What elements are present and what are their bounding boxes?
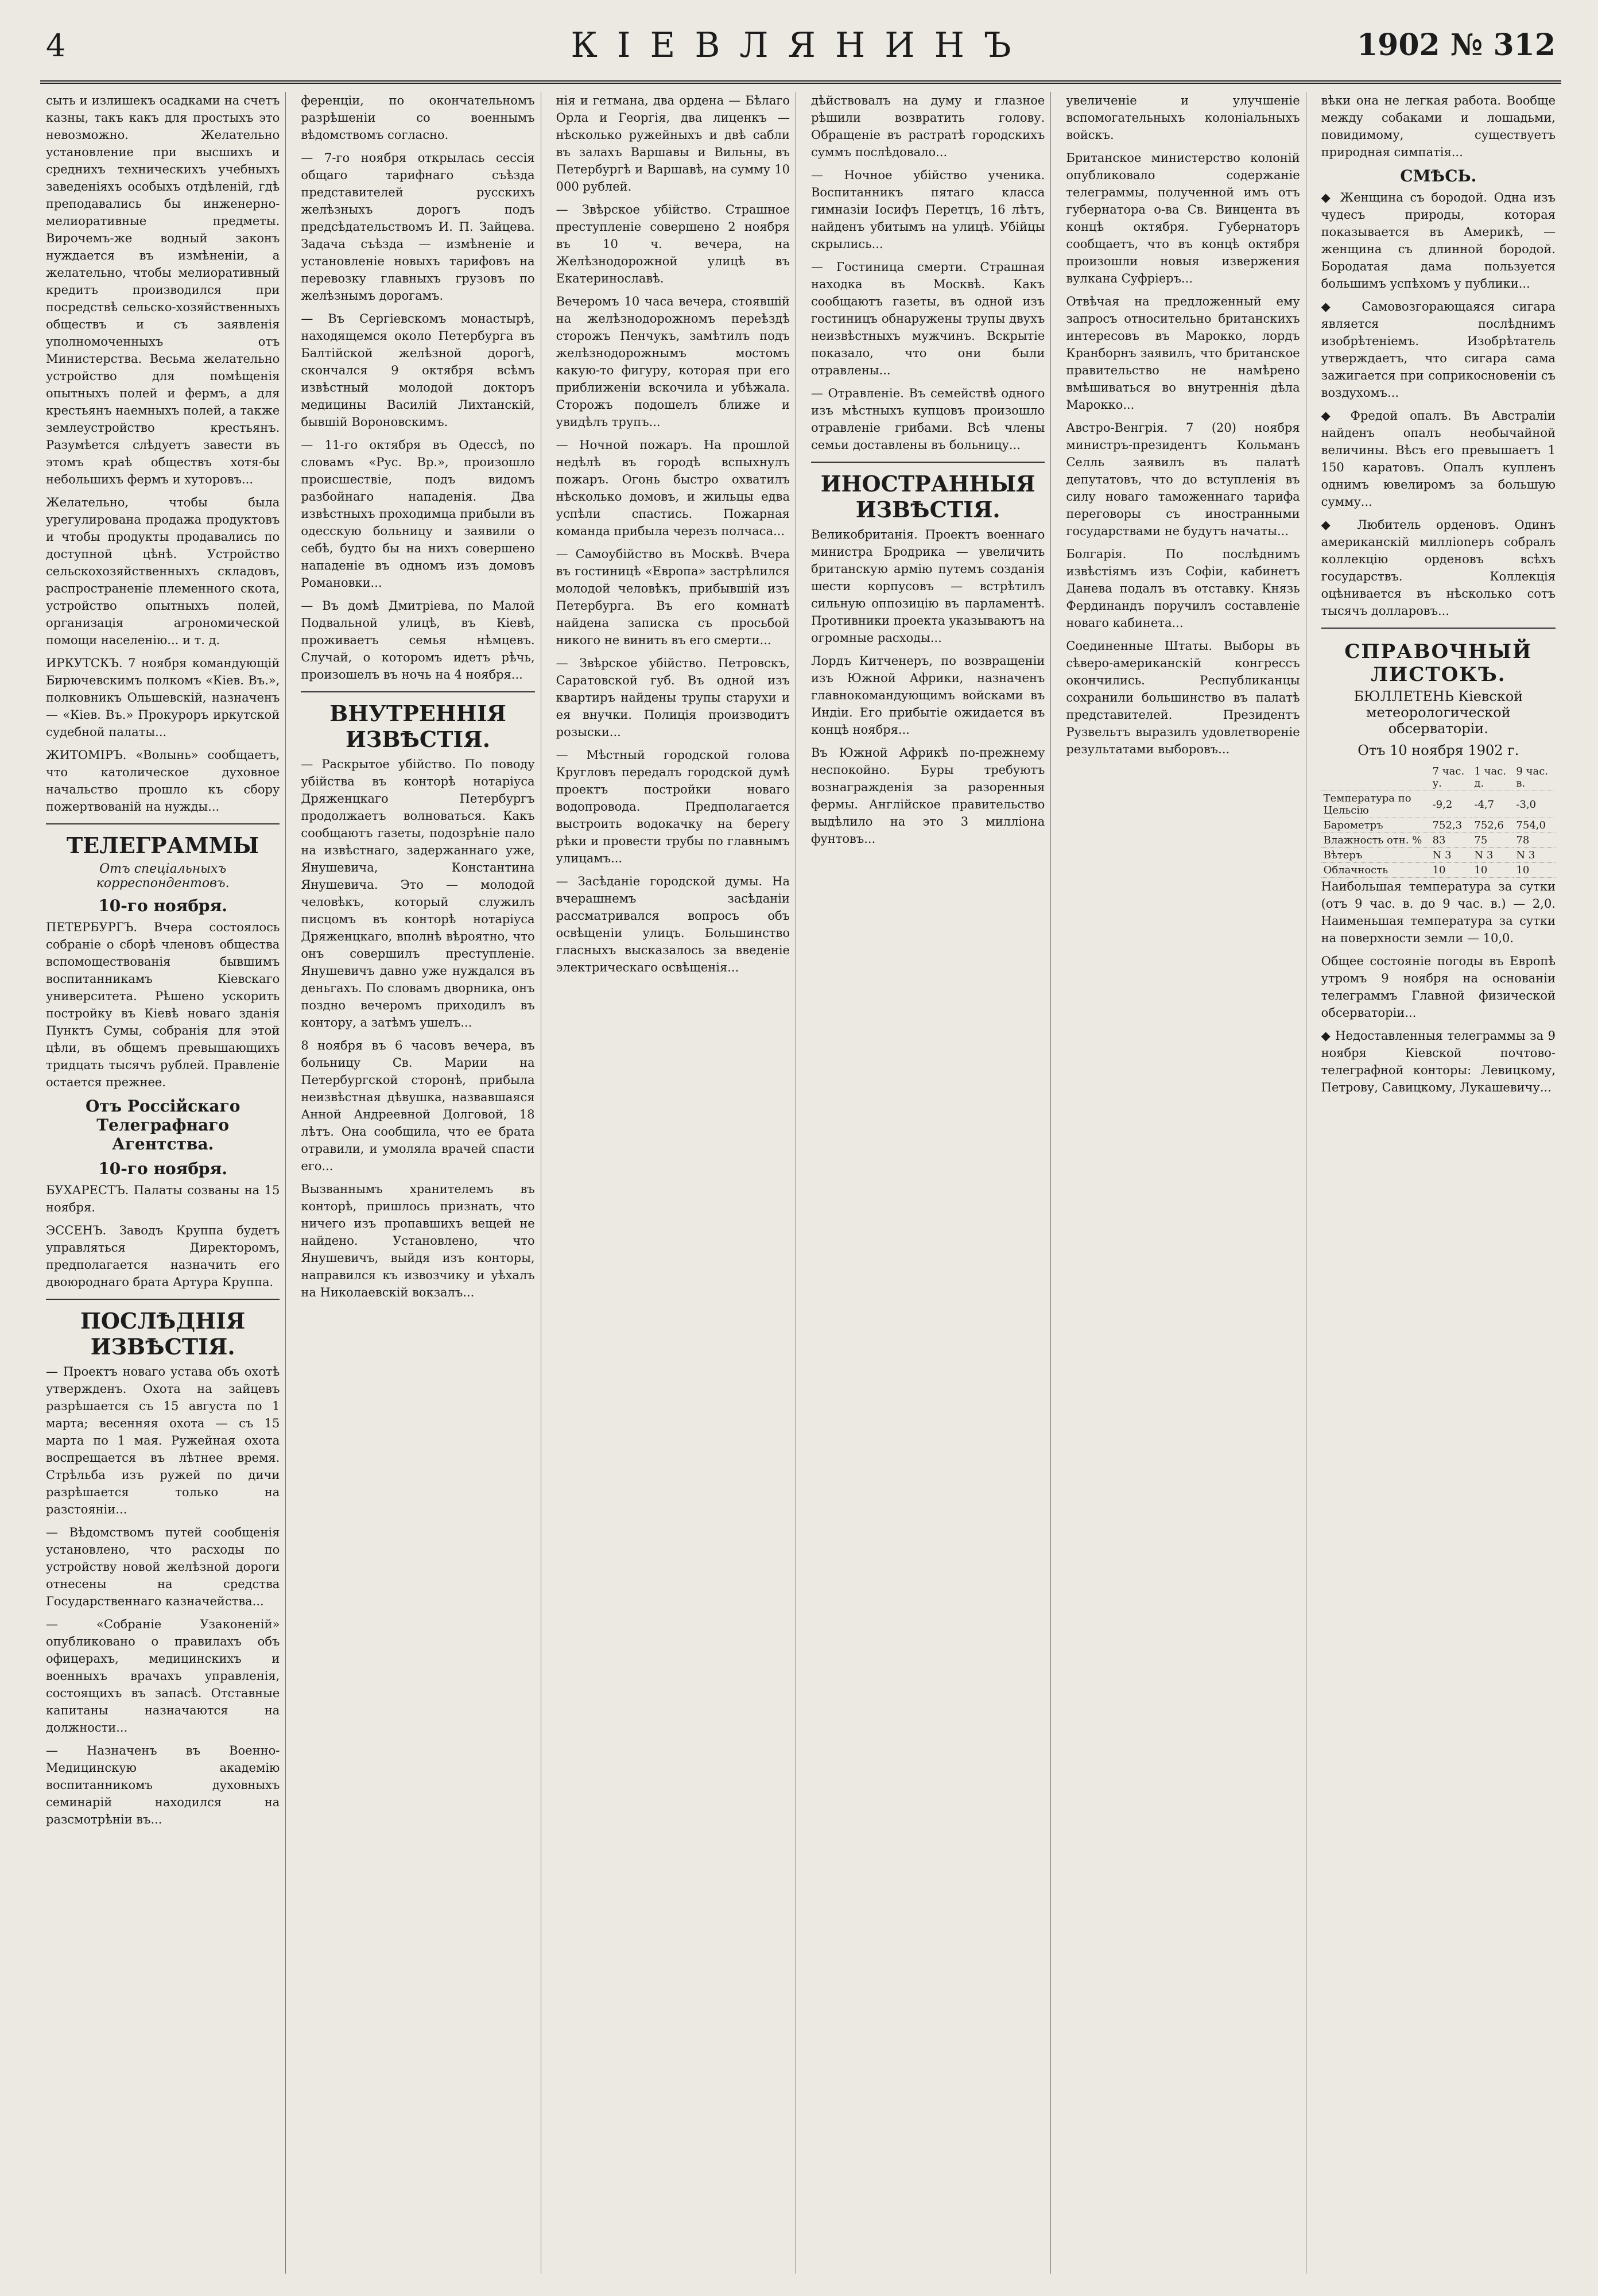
article-text: Отвѣчая на предложенный ему запросъ относительно британскихъ интересовъ въ Марокко, лордъ Кранборнъ заявилъ, что британское правительство не намѣрено вмѣшиваться во внутреннія дѣла Марокко...: [1066, 295, 1304, 412]
column-1: [40, 92, 286, 2274]
article-text: БУХАРЕСТЪ. Палаты созваны на 15 ноября.: [46, 1183, 284, 1214]
article-text: — Ночной пожаръ. На прошлой недѣлѣ въ городѣ вспыхнулъ пожаръ. Огонь быстро охватилъ нѣсколько домовъ, и жильцы едва успѣли спастись. Пожарная команда прибыла черезъ полчаса...: [556, 438, 794, 538]
page-number: 4: [46, 28, 66, 64]
reference-title: СПРАВОЧНЫЙ ЛИСТОКЪ.: [1344, 640, 1533, 686]
article-text: Вечеромъ 10 часа вечера, стоявшій на желѣзнодорожномъ переѣздѣ сторожъ Пенчукъ, замѣтилъ подъ желѣзнодорожнымъ мостомъ какую-то фигуру, которая при его приближеніи вскочила и убѣжала. Сторожъ подошелъ ближе и увидѣлъ трупъ...: [556, 295, 794, 429]
table-cell: 7 час. у.: [1430, 764, 1472, 791]
article-text: — 11-го октября въ Одессѣ, по словамъ «Рус. Вр.», произошло происшествіе, подъ видомъ разбойнаго нападенія. Два извѣстныхъ проходимца прибыли въ одесскую больницу и заявили о себѣ, будто бы на нихъ совершено нападеніе въ одномъ изъ домовъ Романовки...: [301, 438, 539, 590]
article-text: ЭССЕНЪ. Заводъ Круппа будетъ управляться Директоромъ, предполагается назначить его двоюроднаго брата Артура Круппа.: [46, 1223, 284, 1289]
article-text: — Отравленіе. Въ семействѣ одного изъ мѣстныхъ купцовъ произошло отравленіе грибами. Всѣ члены семьи доставлены въ больницу...: [811, 386, 1049, 452]
article-text: — Проектъ новаго устава объ охотѣ утвержденъ. Охота на зайцевъ разрѣшается съ 15 августа по 1 марта; весенняя охота — съ 15 марта по 1 мая. Ружейная охота воспрещается въ лѣтнее время. Стрѣльба изъ ружей по дичи разрѣшается только на разстояніи...: [46, 1365, 284, 1516]
section-heading: Отъ спеціальныхъ корреспондентовъ.: [96, 862, 230, 890]
table-row: [1321, 818, 1556, 833]
article-text: — Въ домѣ Дмитріева, по Малой Подвальной улицѣ, въ Кіевѣ, проживаетъ семья нѣмцевъ. Случай, о которомъ идетъ рѣчь, произошелъ въ ночь на 4 ноября...: [301, 599, 539, 682]
column-rule: [811, 462, 1045, 463]
article-text: увеличеніе и улучшеніе вспомогательныхъ колоніальныхъ войскъ.: [1066, 94, 1304, 142]
table-cell: 752,3: [1430, 818, 1472, 833]
table-cell: -9,2: [1430, 791, 1472, 818]
section-heading: ПОСЛѢДНІЯ ИЗВѢСТІЯ.: [80, 1308, 246, 1360]
article-text: ◆ Недоставленныя телеграммы за 9 ноября Кіевской почтово-телеграфной конторы: Левицкому, Петрову, Савицкому, Лукашевичу...: [1321, 1029, 1560, 1094]
article-text: — Въ Сергіевскомъ монастырѣ, находящемся около Петербурга въ Балтійской желѣзной дорогѣ, скончался 9 октября всѣмъ извѣстный молодой докторъ медицины Василій Лихтанскій, бывшій Вороновскимъ.: [301, 312, 539, 429]
article-text: Лордъ Китченеръ, по возвращеніи изъ Южной Африки, назначенъ главнокомандующимъ войсками въ Индіи. Его прибытіе ожидается въ концѣ ноября...: [811, 654, 1049, 737]
section-heading: ИНОСТРАННЫЯ ИЗВѢСТІЯ.: [820, 471, 1035, 522]
table-cell: Вѣтеръ: [1321, 848, 1430, 863]
article-text: ЖИТОМІРЪ. «Волынь» сообщаетъ, что католическое духовное начальство прошло къ сбору пожертвованій на нужды...: [46, 748, 284, 814]
article-text: Общее состояніе погоды въ Европѣ утромъ 9 ноября на основаніи телеграммъ Главной физической обсерваторіи...: [1321, 954, 1560, 1020]
article-text: — Звѣрское убійство. Петровскъ, Саратовской губ. Въ одной изъ квартиръ найдены трупы старухи и ея внучки. Полиція производитъ розыски...: [556, 656, 794, 739]
article-text: сыть и излишекъ осадками на счетъ казны, такъ какъ для простыхъ это невозможно. Желательно установление при высшихъ и среднихъ техническихъ учебныхъ заведеніяхъ особыхъ отдѣленій, гдѣ преподавались бы инженерно-мелиоративные предметы. Вирочемъ-же водный законъ нуждается въ измѣненіи, а желательно, чтобы мелиоративный кредитъ производился при посредствѣ сельско-хозяйственныхъ обществъ и съ заявленія уполномоченныхъ отъ Министерства. Весьма желательно устройство для помѣщенія опытныхъ полей и фермъ, а для крестьянъ наемныхъ полей, а также землеустройство крестьянъ. Разумѣется слѣдуетъ завести въ этомъ краѣ обществъ хотя-бы небольшихъ фермъ и хуторовъ...: [46, 94, 284, 486]
section-heading: 10-го ноября.: [98, 896, 228, 915]
article-text: ◆ Самовозгорающаяся сигара является послѣднимъ изобрѣтеніемъ. Изобрѣтатель утверждаетъ, что сигара сама зажигается при соприкосновеніи съ воздухомъ...: [1321, 300, 1560, 400]
masthead: [40, 17, 1561, 84]
article-text: ИРКУТСКЪ. 7 ноября командующій Бирючевскимъ полкомъ «Кіев. Въ.», полковникъ Ольшевскій, назначенъ — «Кіев. Въ.» Прокуроръ иркутской судебной палаты...: [46, 656, 284, 739]
article-text: Болгарія. По послѣднимъ извѣстіямъ изъ Софіи, кабинетъ Данева подалъ въ отставку. Князь Фердинандъ поручилъ составленіе новаго кабинета...: [1066, 547, 1304, 630]
table-cell: Барометръ: [1321, 818, 1430, 833]
article-text: вѣки она не легкая работа. Вообще между собаками и лошадьми, повидимому, существуетъ природная симпатія...: [1321, 94, 1560, 159]
article-text: Австро-Венгрія. 7 (20) ноября министръ-президентъ Кольманъ Селль заявилъ въ палатѣ депутатовъ, что до вступленія въ силу новаго таможеннаго тарифа переговоры съ иностранными государствами не будутъ начаты...: [1066, 421, 1304, 538]
section-heading: Отъ Россійскаго Телеграфнаго Агентства.: [85, 1097, 241, 1153]
table-cell: -3,0: [1514, 791, 1556, 818]
article-text: — Звѣрское убійство. Страшное преступленіе совершено 2 ноября въ 10 ч. вечера, на Желѣзнодорожной улицѣ въ Екатеринославѣ.: [556, 203, 794, 285]
article-text: — Вѣдомствомъ путей сообщенія установлено, что расходы по устройству новой желѣзной дороги отнесены на средства Государственнаго казначейства...: [46, 1525, 284, 1608]
table-cell: Влажность отн. %: [1321, 833, 1430, 848]
article-text: Британское министерство колоній опубликовало содержаніе телеграммы, полученной имъ отъ губернатора о-ва Св. Винцента въ концѣ октября. Губернаторъ сообщаетъ, что въ концѣ октября произошли новыя извержения вулкана Суфріеръ...: [1066, 151, 1304, 285]
article-text: — Самоубійство въ Москвѣ. Вчера въ гостиницѣ «Европа» застрѣлился молодой человѣкъ, прибывшій изъ Петербурга. Въ его комнатѣ найдена записка съ просьбой никого не винить въ его смерти...: [556, 547, 794, 647]
table-row: [1321, 848, 1556, 863]
section-heading: ТЕЛЕГРАММЫ: [66, 833, 259, 858]
weather-table: [1321, 764, 1556, 878]
section-heading: ВНУТРЕННІЯ ИЗВѢСТІЯ.: [329, 700, 506, 752]
table-cell: 754,0: [1514, 818, 1556, 833]
article-text: дѣйствовалъ на думу и глазное рѣшили возвратить голову. Обращеніе въ растратѣ городскихъ суммъ послѣдовало...: [811, 94, 1049, 159]
table-row: [1321, 863, 1556, 878]
table-cell: N 3: [1430, 848, 1472, 863]
column-3: [550, 92, 796, 2274]
column-rule: [301, 691, 534, 692]
article-text: Желательно, чтобы была урегулирована продажа продуктовъ и чтобы продукты продавались по доступной цѣнѣ. Устройство сельскохозяйственныхъ складовъ, распространеніе племенного скота, устройство опытныхъ полей, организація агрономической помощи населенію... и т. д.: [46, 495, 284, 647]
article-text: ◆ Фредой опалъ. Въ Австраліи найденъ опалъ необычайной величины. Вѣсъ его превышаетъ 1 150 каратовъ. Опалъ купленъ однимъ ювелиромъ за большую сумму...: [1321, 409, 1560, 509]
article-text: 8 ноября въ 6 часовъ вечера, въ больницу Св. Марии на Петербургской сторонѣ, прибыла неизвѣстная дѣвушка, назвавшаяся Анной Андреевной Долговой, 18 лѣтъ. Она сообщила, что ее брата отравили, и умоляла врачей спасти его...: [301, 1039, 539, 1173]
article-text: ◆ Женщина съ бородой. Одна изъ чудесъ природы, которая показывается въ Америкѣ, — женщина съ длинной бородой. Бородатая дама пользуется большимъ успѣхомъ у публики...: [1321, 191, 1560, 291]
table-cell: N 3: [1514, 848, 1556, 863]
article-text: Вызваннымъ хранителемъ въ конторѣ, пришлось признать, что ничего изъ пропавшихъ вещей не найдено. Установлено, что Янушевичъ, выйдя изъ конторы, направился къ извозчику и уѣхалъ на Николаевскій вокзалъ...: [301, 1182, 539, 1299]
table-cell: 78: [1514, 833, 1556, 848]
article-text: — Раскрытое убійство. По поводу убійства въ конторѣ нотаріуса Дряженцкаго Петербургъ продолжаетъ волноваться. Какъ сообщаютъ газеты, подозрѣніе пало на извѣстнаго, задержаннаго уже, Янушевича, Константина Янушевича. Это — молодой человѣкъ, который служилъ писцомъ въ конторѣ нотаріуса Дряженцкаго, вполнѣ вѣроятно, что онъ совершилъ преступленіе. Янушевичъ давно уже нуждался въ деньгахъ. По словамъ дворника, онъ поздно вечеромъ приходилъ въ контору, а затѣмъ ушелъ...: [301, 757, 539, 1029]
section-heading: 10-го ноября.: [98, 1159, 228, 1178]
article-text: Великобританія. Проектъ военнаго министра Бродрика — увеличить британскую армію путемъ созданія шести корпусовъ — встрѣтилъ сильную оппозицію въ парламентѣ. Противники проекта указываютъ на огромные расходы...: [811, 528, 1049, 645]
table-row: [1321, 764, 1556, 791]
article-text: Соединенные Штаты. Выборы въ сѣверо-американскій конгрессъ окончились. Республиканцы сохранили большинство въ палатѣ представителей. Президентъ Рузвельтъ выразилъ удовлетвореніе результатами выборовъ...: [1066, 639, 1304, 756]
newspaper-title: КІЕВЛЯНИНЪ: [571, 25, 1031, 65]
article-text: — Назначенъ въ Военно-Медицинскую академію воспитанникомъ духовныхъ семинарій находился на разсмотрѣніи въ...: [46, 1744, 284, 1826]
column-2: [295, 92, 541, 2274]
column-4: [805, 92, 1051, 2274]
table-cell: 1 час. д.: [1472, 764, 1514, 791]
columns-container: [40, 92, 1561, 2274]
column-6: [1316, 92, 1561, 2274]
article-text: — Мѣстный городской голова Кругловъ передалъ городской думѣ проектъ постройки новаго водопровода. Предполагается выстроить водокачку на берегу рѣки и провести трубы по главнымъ улицамъ...: [556, 748, 794, 865]
table-cell: 83: [1430, 833, 1472, 848]
article-text: Наибольшая температура за сутки (отъ 9 час. в. до 9 час. в.) — 2,0. Наименьшая температура за сутки на поверхности земли — 10,0.: [1321, 880, 1560, 945]
article-text: ПЕТЕРБУРГЪ. Вчера состоялось собраніе о сборѣ членовъ общества вспомоществованія бывшимъ воспитанникамъ Кіевскаго университета. Рѣшено ускорить постройку въ Кіевѣ новаго зданія Пунктъ Сумы, собранія для этой цѣли, въ общемъ превышающихъ тридцать тысячъ рублей. Правленіе остается прежнее.: [46, 920, 284, 1089]
table-cell: Облачность: [1321, 863, 1430, 878]
table-cell: 75: [1472, 833, 1514, 848]
column-5: [1060, 92, 1306, 2274]
table-cell: 10: [1514, 863, 1556, 878]
article-text: — Засѣданіе городской думы. На вчерашнемъ засѣданіи рассматривался вопросъ объ освѣщеніи улицъ. Большинство гласныхъ высказалось за введеніе электрическаго освѣщенія...: [556, 874, 794, 974]
column-rule: [1321, 628, 1556, 629]
reference-subtitle: Отъ 10 ноября 1902 г.: [1357, 742, 1519, 758]
article-text: ференціи, по окончательномъ разрѣшеніи со военнымъ вѣдомствомъ согласно.: [301, 94, 539, 142]
table-cell: N 3: [1472, 848, 1514, 863]
issue-number: 1902 № 312: [1357, 28, 1556, 63]
table-cell: 752,6: [1472, 818, 1514, 833]
article-text: — Ночное убійство ученика. Воспитанникъ пятаго класса гимназіи Іосифъ Перетцъ, 16 лѣтъ, найденъ убитымъ на улицѣ. Убійцы скрылись...: [811, 168, 1049, 251]
article-text: — 7-го ноября открылась сессія общаго тарифнаго съѣзда представителей русскихъ желѣзныхъ дорогъ подъ предсѣдательствомъ И. П. Зайцева. Задача съѣзда — измѣненіе и установленіе новыхъ тарифовъ на перевозку главныхъ грузовъ по желѣзнымъ дорогамъ.: [301, 151, 539, 303]
article-text: — «Собраніе Узаконеній» опубликовано о правилахъ объ офицерахъ, медицинскихъ и военныхъ врачахъ управленія, состоящихъ въ запасѣ. Отставные капитаны назначаются на должности...: [46, 1617, 284, 1734]
column-rule: [46, 823, 280, 824]
column-rule: [46, 1299, 280, 1300]
table-row: [1321, 833, 1556, 848]
reference-subtitle: БЮЛЛЕТЕНЬ Кіевской метеорологической обсерваторіи.: [1353, 688, 1523, 737]
table-cell: [1321, 764, 1430, 791]
section-heading: СМѢСЬ.: [1400, 167, 1477, 185]
table-cell: 10: [1430, 863, 1472, 878]
table-cell: 9 час. в.: [1514, 764, 1556, 791]
article-text: — Гостиница смерти. Страшная находка въ Москвѣ. Какъ сообщаютъ газеты, въ одной изъ гостиницъ обнаружены трупы двухъ неизвѣстныхъ мужчинъ. Вскрытіе показало, что они были отравлены...: [811, 260, 1049, 377]
article-text: ◆ Любитель орденовъ. Одинъ американскій миллionеръ собралъ коллекцію орденовъ всѣхъ государствъ. Коллекція оцѣнивается въ нѣсколько сотъ тысячъ долларовъ...: [1321, 518, 1560, 618]
table-row: [1321, 791, 1556, 818]
article-text: нія и гетмана, два ордена — Бѣлаго Орла и Георгія, два лиценкъ — нѣсколько ружейныхъ и двѣ сабли въ залахъ Варшавы и Вильны, въ Петербургѣ и Варшавѣ, на сумму 10 000 рублей.: [556, 94, 794, 193]
article-text: Въ Южной Африкѣ по-прежнему неспокойно. Буры требуютъ вознагражденія за разоренныя фермы. Англійское правительство выдѣлило на это 3 милліона фунтовъ...: [811, 746, 1049, 846]
table-cell: Температура по Цельсію: [1321, 791, 1430, 818]
table-cell: 10: [1472, 863, 1514, 878]
table-cell: -4,7: [1472, 791, 1514, 818]
